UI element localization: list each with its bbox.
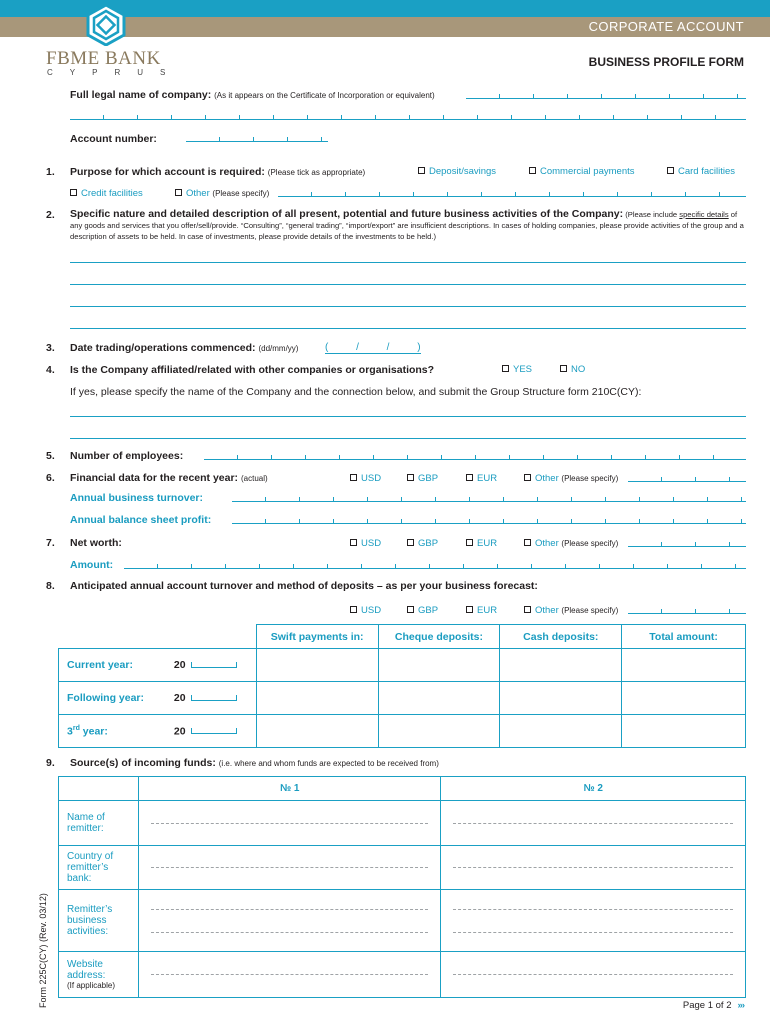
option-other-purpose[interactable]: Other (Please specify) bbox=[175, 188, 269, 199]
table-corner bbox=[59, 625, 257, 649]
option-usd-7[interactable]: USD bbox=[350, 538, 381, 549]
profit-label: Annual balance sheet profit: bbox=[70, 514, 212, 526]
q4-label: Is the Company affiliated/related with other companies or organisations? bbox=[70, 364, 435, 376]
q3-label: Date trading/operations commenced: (dd/mm/yy) bbox=[70, 342, 299, 354]
other-purpose-field[interactable] bbox=[278, 189, 746, 197]
cell-swift[interactable] bbox=[256, 715, 378, 748]
table-header-row bbox=[59, 625, 746, 649]
form-title: BUSINESS PROFILE FORM bbox=[588, 55, 744, 69]
company-name-hint: (As it appears on the Certificate of Incorporation or equivalent) bbox=[214, 91, 435, 100]
option-commercial-payments[interactable]: Commercial payments bbox=[529, 166, 635, 177]
sources-table bbox=[58, 776, 746, 998]
cell-cheque[interactable] bbox=[378, 682, 500, 715]
account-number-label: Account number: bbox=[70, 133, 157, 145]
table-row bbox=[59, 952, 746, 998]
q1-label: Purpose for which account is required: (Please tick as appropriate) bbox=[70, 166, 366, 178]
cell-total[interactable] bbox=[622, 649, 746, 682]
sources-corner bbox=[59, 777, 139, 801]
q2-text: Specific nature and detailed description of all present, potential and future business activities of the Company: (Please include specific details of any goods and services that you offer/sell/provide. “Consulting”, “general trading”, “import/export” are insufficient descriptions. In cases of holding companies, please provide activities of the group and a description of assets to be held. In case of investments, please provide details of the investments to be held.) bbox=[70, 208, 744, 241]
cell-total[interactable] bbox=[622, 715, 746, 748]
q7-label: Net worth: bbox=[70, 537, 122, 549]
cell-swift[interactable] bbox=[256, 682, 378, 715]
row-label-remitter-name: Name of remitter: bbox=[59, 801, 139, 846]
row-label-remitter-country: Country of remitter’s bank: bbox=[59, 846, 139, 890]
cell-cheque[interactable] bbox=[378, 715, 500, 748]
bank-country: CYPRUS bbox=[47, 68, 183, 77]
option-no[interactable]: NO bbox=[560, 364, 585, 375]
website-1[interactable] bbox=[138, 952, 441, 998]
remitter-name-1[interactable] bbox=[138, 801, 441, 846]
amount-label: Amount: bbox=[70, 559, 114, 571]
row-label: Current year: 20 bbox=[59, 649, 257, 682]
row-label-remitter-activities: Remitter’s business activities: bbox=[59, 890, 139, 952]
checkbox[interactable] bbox=[407, 474, 414, 481]
q2-line-1[interactable] bbox=[70, 262, 746, 263]
q2-line-3[interactable] bbox=[70, 306, 746, 307]
checkbox[interactable] bbox=[418, 167, 425, 174]
next-page-icon[interactable]: ››› bbox=[737, 1000, 744, 1011]
q9-label: Source(s) of incoming funds: (i.e. where and whom funds are expected to be received from) bbox=[70, 757, 439, 769]
option-card-facilities[interactable]: Card facilities bbox=[667, 166, 735, 177]
option-gbp-8[interactable]: GBP bbox=[407, 605, 438, 616]
website-2[interactable] bbox=[441, 952, 746, 998]
checkbox[interactable] bbox=[560, 365, 567, 372]
bank-name: FBME BANK bbox=[46, 48, 161, 69]
checkbox[interactable] bbox=[70, 189, 77, 196]
year-field[interactable] bbox=[191, 695, 237, 701]
option-other-8[interactable]: Other (Please specify) bbox=[524, 605, 618, 616]
q6-label: Financial data for the recent year: (actual) bbox=[70, 472, 268, 484]
header-cheque: Cheque deposits: bbox=[378, 625, 500, 649]
option-gbp-6[interactable]: GBP bbox=[407, 473, 438, 484]
cell-cash[interactable] bbox=[500, 715, 622, 748]
checkbox[interactable] bbox=[466, 606, 473, 613]
header-swift: Swift payments in: bbox=[256, 625, 378, 649]
q4-line-1[interactable] bbox=[70, 416, 746, 417]
checkbox[interactable] bbox=[524, 474, 531, 481]
option-usd-6[interactable]: USD bbox=[350, 473, 381, 484]
company-name-field-2[interactable] bbox=[70, 112, 746, 120]
header-cash: Cash deposits: bbox=[500, 625, 622, 649]
year-field[interactable] bbox=[191, 662, 237, 668]
remitter-activities-2[interactable] bbox=[441, 890, 746, 952]
row-label-website: Website address: (If applicable) bbox=[59, 952, 139, 998]
turnover-forecast-table bbox=[58, 624, 746, 748]
q5-label: Number of employees: bbox=[70, 450, 184, 462]
q8-number: 8. bbox=[46, 580, 55, 592]
option-other-6[interactable]: Other (Please specify) bbox=[524, 473, 618, 484]
account-number-field[interactable] bbox=[186, 134, 328, 142]
q8-label: Anticipated annual account turnover and method of deposits – as per your business forecast: bbox=[70, 580, 538, 592]
checkbox[interactable] bbox=[407, 539, 414, 546]
company-name-field-1[interactable] bbox=[466, 91, 746, 99]
row-label: Following year: 20 bbox=[59, 682, 257, 715]
q2-number: 2. bbox=[46, 209, 55, 221]
q7-number: 7. bbox=[46, 537, 55, 549]
company-name-label: Full legal name of company: (As it appears on the Certificate of Incorporation or equivalent) bbox=[70, 89, 435, 101]
option-usd-8[interactable]: USD bbox=[350, 605, 381, 616]
table-row bbox=[59, 801, 746, 846]
section-title: CORPORATE ACCOUNT bbox=[588, 19, 744, 34]
option-eur-7[interactable]: EUR bbox=[466, 538, 497, 549]
checkbox[interactable] bbox=[466, 474, 473, 481]
table-row bbox=[59, 890, 746, 952]
column-no-2: № 2 bbox=[441, 777, 746, 801]
cell-swift[interactable] bbox=[256, 649, 378, 682]
date-commenced-field[interactable]: ( / / ) bbox=[325, 342, 421, 353]
turnover-label: Annual business turnover: bbox=[70, 492, 204, 504]
column-no-1: № 1 bbox=[138, 777, 441, 801]
cell-cheque[interactable] bbox=[378, 649, 500, 682]
form-code: Form 225C(CY) (Rev. 03/12) bbox=[38, 893, 48, 1008]
option-eur-8[interactable]: EUR bbox=[466, 605, 497, 616]
other-currency-field-6[interactable] bbox=[628, 474, 746, 482]
checkbox[interactable] bbox=[350, 474, 357, 481]
option-credit-facilities[interactable]: Credit facilities bbox=[70, 188, 143, 199]
q4-followup: If yes, please specify the name of the Company and the connection below, and submit the Group Structure form 210C(CY): bbox=[70, 386, 642, 398]
q3-number: 3. bbox=[46, 342, 55, 354]
remitter-activities-1[interactable] bbox=[138, 890, 441, 952]
cell-cash[interactable] bbox=[500, 649, 622, 682]
q1-number: 1. bbox=[46, 166, 55, 178]
checkbox[interactable] bbox=[524, 606, 531, 613]
checkbox[interactable] bbox=[524, 539, 531, 546]
table-row bbox=[59, 649, 746, 682]
q5-number: 5. bbox=[46, 450, 55, 462]
q4-number: 4. bbox=[46, 364, 55, 376]
checkbox[interactable] bbox=[407, 606, 414, 613]
table-row bbox=[59, 715, 746, 748]
option-eur-6[interactable]: EUR bbox=[466, 473, 497, 484]
sources-header-row bbox=[59, 777, 746, 801]
other-currency-field-8[interactable] bbox=[628, 606, 746, 614]
remitter-country-2[interactable] bbox=[441, 846, 746, 890]
checkbox[interactable] bbox=[502, 365, 509, 372]
header-total: Total amount: bbox=[622, 625, 746, 649]
checkbox[interactable] bbox=[175, 189, 182, 196]
q2-line-4[interactable] bbox=[70, 328, 746, 329]
page-indicator: Page 1 of 2 ››› bbox=[682, 1000, 744, 1011]
table-row bbox=[59, 682, 746, 715]
q6-number: 6. bbox=[46, 472, 55, 484]
q2-line-2[interactable] bbox=[70, 284, 746, 285]
q9-number: 9. bbox=[46, 757, 55, 769]
q4-line-2[interactable] bbox=[70, 438, 746, 439]
checkbox[interactable] bbox=[350, 606, 357, 613]
year-field[interactable] bbox=[191, 728, 237, 734]
table-row bbox=[59, 846, 746, 890]
checkbox[interactable] bbox=[529, 167, 536, 174]
other-currency-field-7[interactable] bbox=[628, 539, 746, 547]
option-yes[interactable]: YES bbox=[502, 364, 532, 375]
cell-total[interactable] bbox=[622, 682, 746, 715]
row-label: 3rd year: 20 bbox=[59, 715, 257, 748]
cell-cash[interactable] bbox=[500, 682, 622, 715]
amount-field[interactable] bbox=[124, 561, 746, 569]
bank-logo-icon bbox=[86, 4, 126, 46]
option-gbp-7[interactable]: GBP bbox=[407, 538, 438, 549]
option-other-7[interactable]: Other (Please specify) bbox=[524, 538, 618, 549]
website-hint: (If applicable) bbox=[67, 981, 116, 990]
checkbox[interactable] bbox=[350, 539, 357, 546]
checkbox[interactable] bbox=[466, 539, 473, 546]
checkbox[interactable] bbox=[667, 167, 674, 174]
option-deposit-savings[interactable]: Deposit/savings bbox=[418, 166, 496, 177]
remitter-name-2[interactable] bbox=[441, 801, 746, 846]
profit-field[interactable] bbox=[232, 516, 746, 524]
employees-field[interactable] bbox=[204, 452, 746, 460]
remitter-country-1[interactable] bbox=[138, 846, 441, 890]
turnover-field[interactable] bbox=[232, 494, 746, 502]
